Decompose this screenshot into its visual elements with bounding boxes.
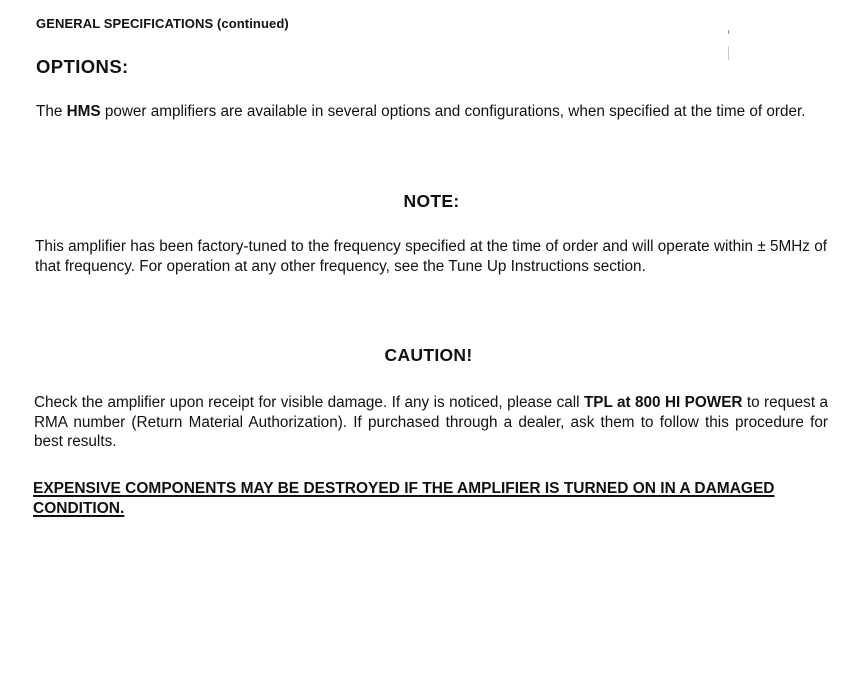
scan-artifact [728, 46, 729, 60]
options-paragraph-prefix: The [36, 103, 67, 120]
options-paragraph-suffix: power amplifiers are available in several options and configurations, when specified at the time of order. [100, 103, 806, 120]
options-title: OPTIONS: [36, 56, 129, 77]
note-heading: NOTE: [403, 191, 460, 211]
options-paragraph [36, 102, 828, 122]
note-paragraph: This amplifier has been factory-tuned to the frequency specified at the time of order and will operate within ± 5MHz of that frequency. For operation at any other frequency, see the Tune Up Instructions section. [35, 238, 827, 275]
scan-artifact [728, 30, 729, 34]
caution-heading: CAUTION! [384, 345, 473, 365]
caution-paragraph-suffix: to request a RMA number (Return Material Authorization). If purchased through a dealer, ask them to follow this procedure for best results. [34, 394, 828, 450]
caution-paragraph-bold: TPL at 800 HI POWER [583, 394, 743, 411]
damage-warning: EXPENSIVE COMPONENTS MAY BE DESTROYED IF THE AMPLIFIER IS TURNED ON IN A DAMAGED CONDITION. [33, 480, 775, 517]
caution-paragraph-prefix: Check the amplifier upon receipt for visible damage. If any is noticed, please call [34, 394, 584, 411]
page-header: GENERAL SPECIFICATIONS (continued) [36, 16, 289, 31]
options-paragraph-bold: HMS [66, 103, 101, 120]
caution-paragraph [34, 393, 828, 452]
